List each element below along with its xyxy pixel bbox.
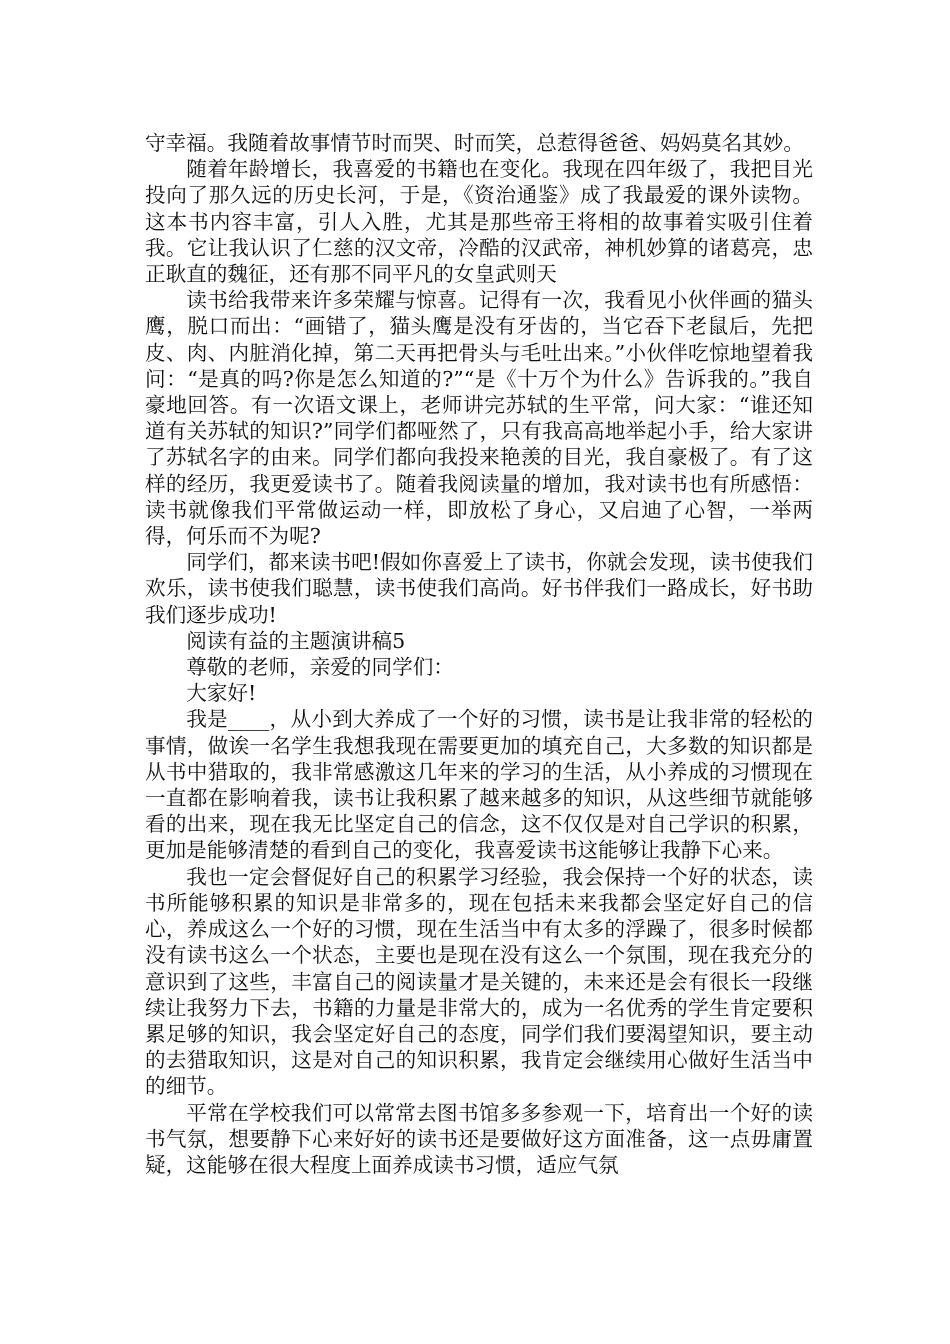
section-title: 阅读有益的主题演讲稿5 <box>186 628 406 653</box>
salutation: 尊敬的老师，亲爱的同学们： <box>186 655 454 680</box>
paragraph: 随着年龄增长，我喜爱的书籍也在变化。我现在四年级了，我把目光投向了那久远的历史长河，于是，《资治通鉴》成了我最爱的课外读物。这本书内容丰富，引人入胜，尤其是那些帝王将相的故事着实吸引住着我。它让我认识了仁慈的汉文帝，冷酷的汉武帝，神机妙算的诸葛亮，忠正耿直的魏征，还有那不同平凡的女皇武则天 <box>145 157 813 287</box>
document-body <box>145 130 813 1178</box>
paragraph: 读书给我带来许多荣耀与惊喜。记得有一次，我看见小伙伴画的猫头鹰，脱口而出：“画错了，猫头鹰是没有牙齿的，当它吞下老鼠后，先把皮、肉、内脏消化掉，第二天再把骨头与毛吐出来。”小伙伴吃惊地望着我问：“是真的吗?你是怎么知道的?”“是《十万个为什么》告诉我的。”我自豪地回答。有一次语文课上，老师讲完苏轼的生平常，问大家：“谁还知道有关苏轼的知识?”同学们都哑然了，只有我高高地举起小手，给大家讲了苏轼名字的由来。同学们都向我投来艳羡的目光，我自豪极了。有了这样的经历，我更爱读书了。随着我阅读量的增加，我对读书也有所感悟：读书就像我们平常做运动一样，即放松了身心，又启迪了心智，一举两得，何乐而不为呢? <box>145 288 813 549</box>
paragraph: 平常在学校我们可以常常去图书馆多多参观一下，培育出一个好的读书气氛，想要静下心来好好的读书还是要做好这方面准备，这一点毋庸置疑，这能够在很大程度上面养成读书习惯，适应气氛 <box>145 1100 813 1177</box>
paragraph: 我也一定会督促好自己的积累学习经验，我会保持一个好的状态，读书所能够积累的知识是非常多的，现在包括未来我都会坚定好自己的信心，养成这么一个好的习惯，现在生活当中有太多的浮躁了，很多时候都没有读书这么一个状态，主要也是现在没有这么一个氛围，现在我充分的意识到了这些，丰富自己的阅读量才是关键的，未来还是会有很长一段继续让我努力下去，书籍的力量是非常大的，成为一名优秀的学生肯定要积累足够的知识，我会坚定好自己的态度，同学们我们要渴望知识，要主动的去猎取知识，这是对自己的知识积累，我肯定会继续用心做好生活当中的细节。 <box>145 864 813 1099</box>
paragraph: 同学们，都来读书吧!假如你喜爱上了读书，你就会发现，读书使我们欢乐，读书使我们聪慧，读书使我们高尚。好书伴我们一路成长，好书助我们逐步成功! <box>145 550 813 627</box>
paragraph: 我是____，从小到大养成了一个好的习惯，读书是让我非常的轻松的事情，做诶一名学生我想我现在需要更加的填充自己，大多数的知识都是从书中猎取的，我非常感激这几年来的学习的生活，从小养成的习惯现在一直都在影响着我，读书让我积累了越来越多的知识，从这些细节就能够看的出来，现在我无比坚定自己的信念，这不仅仅是对自己学识的积累，更加是能够清楚的看到自己的变化，我喜爱读书这能够让我静下心来。 <box>145 707 813 863</box>
greeting: 大家好! <box>186 681 257 706</box>
paragraph: 守幸福。我随着故事情节时而哭、时而笑，总惹得爸爸、妈妈莫名其妙。 <box>145 131 804 155</box>
